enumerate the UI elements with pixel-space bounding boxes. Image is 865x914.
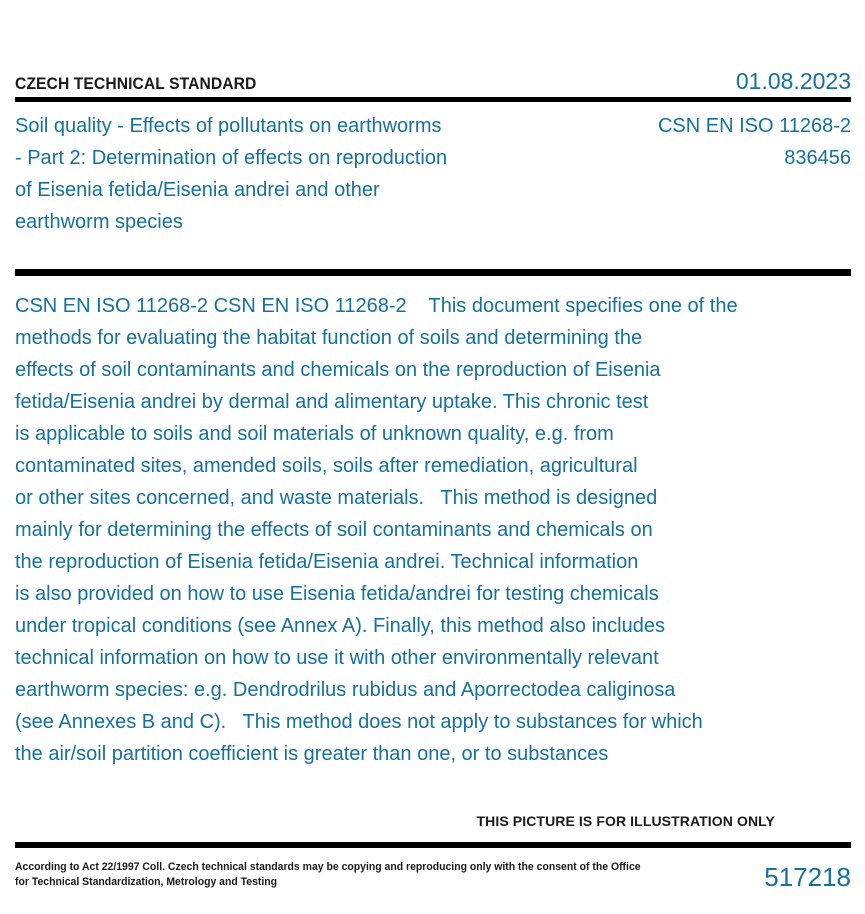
document-catalog-number: 517218 — [764, 862, 851, 892]
publication-date: 01.08.2023 — [735, 68, 851, 94]
abstract-line: contaminated sites, amended soils, soils after remediation, agricultural — [15, 455, 638, 477]
illustration-disclaimer: THIS PICTURE IS FOR ILLUSTRATION ONLY — [476, 813, 775, 829]
abstract-line: is applicable to soils and soil materials of unknown quality, e.g. from — [15, 423, 614, 445]
title-line: - Part 2: Determination of effects on reproduction — [15, 147, 448, 169]
title-divider-rule — [15, 269, 851, 276]
document-header — [0, 62, 865, 94]
standard-classification-code: 836456 — [784, 147, 851, 169]
abstract-line: the reproduction of Eisenia fetida/Eisenia andrei. Technical information — [15, 551, 639, 573]
header-divider-rule — [15, 97, 851, 102]
abstract-line: methods for evaluating the habitat function of soils and determining the — [15, 327, 643, 349]
footer-divider-rule — [15, 842, 851, 848]
abstract-line: technical information on how to use it with other environmentally relevant — [15, 647, 659, 669]
title-line: of Eisenia fetida/Eisenia andrei and other — [15, 179, 380, 201]
document-type-label: CZECH TECHNICAL STANDARD — [15, 74, 257, 93]
abstract-line: or other sites concerned, and waste materials. This method is designed — [15, 487, 658, 509]
copyright-line: According to Act 22/1997 Coll. Czech technical standards may be copying and reproducing only with the consent of the Office — [15, 861, 641, 873]
abstract-line: (see Annexes B and C). This method does not apply to substances for which — [15, 711, 703, 733]
title-block — [0, 110, 865, 260]
abstract-line: earthworm species: e.g. Dendrodrilus rubidus and Aporrectodea caliginosa — [15, 679, 676, 701]
abstract-line: CSN EN ISO 11268-2 CSN EN ISO 11268-2 This document specifies one of the — [15, 295, 738, 317]
abstract-line: effects of soil contaminants and chemicals on the reproduction of Eisenia — [15, 359, 661, 381]
abstract-line: is also provided on how to use Eisenia fetida/andrei for testing chemicals — [15, 583, 659, 605]
title-line: earthworm species — [15, 211, 183, 233]
title-line: Soil quality - Effects of pollutants on earthworms — [15, 115, 442, 137]
copyright-notice — [15, 860, 641, 890]
abstract-line: under tropical conditions (see Annex A). Finally, this method also includes — [15, 615, 665, 637]
standard-identifiers — [521, 110, 851, 174]
standard-designation: CSN EN ISO 11268-2 — [657, 115, 851, 137]
abstract-line: fetida/Eisenia andrei by dermal and alimentary uptake. This chronic test — [15, 391, 649, 413]
copyright-line: for Technical Standardization, Metrology and Testing — [15, 876, 278, 888]
standard-title — [15, 110, 575, 238]
abstract-line: the air/soil partition coefficient is greater than one, or to substances — [15, 743, 609, 765]
document-footer — [0, 860, 865, 906]
abstract-line: mainly for determining the effects of soil contaminants and chemicals on — [15, 519, 653, 541]
abstract-text — [15, 290, 851, 770]
